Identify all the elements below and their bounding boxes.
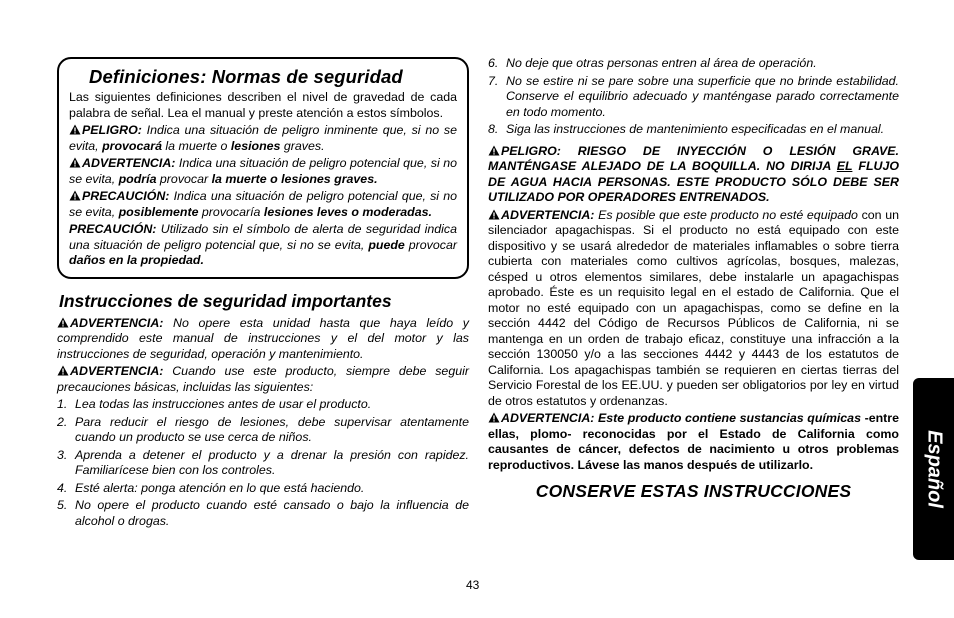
left-column xyxy=(57,57,469,531)
list-number: 4. xyxy=(57,480,68,495)
warning-triangle-icon xyxy=(57,365,69,376)
advertencia-bold: la muerte o lesiones graves. xyxy=(211,171,378,186)
list-number: 8. xyxy=(488,122,499,136)
precaucion-bold: lesiones leves o moderadas. xyxy=(263,204,432,219)
language-side-tab xyxy=(913,378,954,560)
advertencia-text: con un silenciador apagachispas. Si el producto no está equipado con este dispositivo y se usará alrededor de materiales inflamables o sobre tierra cubierta con materiales como cultivos agrícolas, bosques, malezas, césped u otros elementos similares, debe instalarle un apagachispas aprobado. Éste es un requisito legal en el estado de California. Que el motor no esté equipado con un apagachispas, como se define en la sección 4442 del Código de Recursos Públicos de California, ni se mantenga en un orden de trabajo eficaz, constituye una infracción a la sección 130050 y/o a las secciones 4442 y 4443 de los estatutos de California. Los apagachispas también se requieren en ciertas tierras del Servicio Forestal de los EE.UU. y pueden ser obligatorios por ley en virtud de otros estatutos y ordenanzas. xyxy=(488,207,899,408)
chemical-warning xyxy=(488,411,899,473)
warning1-label: ADVERTENCIA: xyxy=(70,315,164,330)
instructions-warning-1 xyxy=(57,316,469,363)
warning-triangle-icon xyxy=(57,317,69,328)
list-item xyxy=(488,74,899,121)
peligro-text: la muerte o xyxy=(161,138,231,153)
instructions-list-left xyxy=(57,397,469,529)
advertencia-italic: Es posible que este producto no esté equipado xyxy=(594,207,858,222)
precaucion-text: provocaría xyxy=(198,204,264,219)
peligro-text: graves. xyxy=(280,138,325,153)
definitions-title: Definiciones: Normas de seguridad xyxy=(89,66,403,87)
precaucion2-text: provocar xyxy=(404,237,457,252)
list-item xyxy=(57,481,469,497)
spark-arrestor-warning xyxy=(488,208,899,410)
precaucion-label: PRECAUCIÓN: xyxy=(82,189,170,203)
list-number: 3. xyxy=(57,447,68,462)
advertencia-label: ADVERTENCIA: xyxy=(82,156,176,170)
precaucion-definition xyxy=(69,189,457,220)
list-item xyxy=(57,448,469,479)
advertencia-bold: podría xyxy=(118,171,157,186)
precaucion2-bold: puede xyxy=(368,237,405,252)
advertencia-label: ADVERTENCIA: Este producto contiene sustancias químicas xyxy=(501,411,861,425)
warning2-text: Cuando use este producto, siempre debe seguir precauciones básicas, incluidas las siguientes: xyxy=(57,364,469,394)
warning1-text: No opere esta unidad hasta que haya leído y comprendido este manual de instrucciones y el del motor y las instrucciones de seguridad, operación y mantenimiento. xyxy=(57,315,469,361)
list-text: Lea todas las instrucciones antes de usar el producto. xyxy=(75,397,372,411)
instructions-title: Instrucciones de seguridad importantes xyxy=(59,290,392,311)
warning-triangle-icon xyxy=(69,157,81,168)
precaucion-text: Indica una situación de peligro potencial que, si no se evita, xyxy=(69,189,457,219)
list-text: Siga las instrucciones de mantenimiento especificadas en el manual. xyxy=(506,122,885,136)
list-item xyxy=(488,122,899,138)
page-number: 43 xyxy=(466,578,480,592)
advertencia-text: Indica una situación de peligro potencial que, si no se evita, xyxy=(69,156,457,186)
list-text: No se estire ni se pare sobre una superficie que no brinde estabilidad. Conserve el equilibrio adecuado y manténgase parado correctamente en todo momento. xyxy=(506,73,899,119)
list-item xyxy=(57,397,469,413)
list-text: Para reducir el riesgo de lesiones, debe supervisar atentamente cuando un producto se use cerca de niños. xyxy=(75,414,469,444)
peligro-bold: lesiones xyxy=(230,138,281,153)
list-text: Aprenda a detener el producto y a drenar la presión con rapidez. Familiarícese bien con los controles. xyxy=(75,447,469,477)
peligro-bold: provocará xyxy=(102,138,162,153)
peligro-underlined: EL xyxy=(836,159,853,173)
advertencia-text: provocar xyxy=(156,171,212,186)
peligro-label: PELIGRO: xyxy=(82,123,142,137)
precaucion2-bold: daños en la propiedad. xyxy=(69,253,204,267)
language-tab-label: Español xyxy=(923,430,945,508)
list-number: 6. xyxy=(488,56,499,70)
warning-triangle-icon xyxy=(488,209,500,220)
definitions-intro: Las siguientes definiciones describen el nivel de gravedad de cada palabra de señal. Lea el manual y preste atención a estos símbolos. xyxy=(69,90,457,120)
list-number: 7. xyxy=(488,73,499,88)
peligro-text: PELIGRO: RIESGO DE INYECCIÓN O LESIÓN GRAVE. MANTÉNGASE ALEJADO DE LA BOQUILLA. NO DIRIJA xyxy=(488,143,899,173)
precaucion2-label: PRECAUCIÓN: xyxy=(69,222,157,236)
advertencia-text: -entre ellas, plomo- reconocidas por el Estado de California como causantes de cáncer, defectos de nacimiento u otros problemas reproductivos. Lávese las manos después de utilizarlo. xyxy=(488,411,899,472)
precaucion2-text: Utilizado sin el símbolo de alerta de seguridad indica una situación de peligro potencial que, si no se evita, xyxy=(69,222,457,252)
list-item xyxy=(57,498,469,529)
peligro-text: FLUJO DE AGUA HACIA PERSONAS. ESTE PRODUCTO SÓLO DEBE SER UTILIZADO POR OPERADORES ENTRENADOS. xyxy=(488,159,899,204)
list-text: No opere el producto cuando esté cansado o bajo la influencia de alcohol o drogas. xyxy=(75,498,469,528)
definitions-box xyxy=(57,57,469,279)
advertencia-label: ADVERTENCIA: xyxy=(501,207,595,222)
peligro-definition xyxy=(69,123,457,154)
list-number: 2. xyxy=(57,414,68,429)
precaucion-bold: posiblemente xyxy=(118,204,199,219)
peligro-text: Indica una situación de peligro inminente que, si no se evita, xyxy=(69,123,457,153)
list-item xyxy=(488,56,899,72)
warning-triangle-icon xyxy=(69,124,81,135)
warning2-label: ADVERTENCIA: xyxy=(70,364,164,378)
list-number: 5. xyxy=(57,498,68,512)
precaucion-no-symbol-definition xyxy=(69,222,457,269)
warning-triangle-icon xyxy=(488,412,500,423)
list-item xyxy=(57,415,469,446)
list-text: No deje que otras personas entren al área de operación. xyxy=(506,56,817,70)
peligro-injection-warning xyxy=(488,144,899,206)
warning-triangle-icon xyxy=(488,145,500,156)
instructions-list-right xyxy=(488,56,899,138)
conserve-instructions-heading: CONSERVE ESTAS INSTRUCCIONES xyxy=(535,481,852,501)
warning-triangle-icon xyxy=(69,190,81,201)
instructions-warning-2 xyxy=(57,364,469,395)
advertencia-definition xyxy=(69,156,457,187)
list-text: Esté alerta: ponga atención en lo que está haciendo. xyxy=(75,480,365,495)
right-column xyxy=(488,54,899,502)
list-number: 1. xyxy=(57,397,68,411)
